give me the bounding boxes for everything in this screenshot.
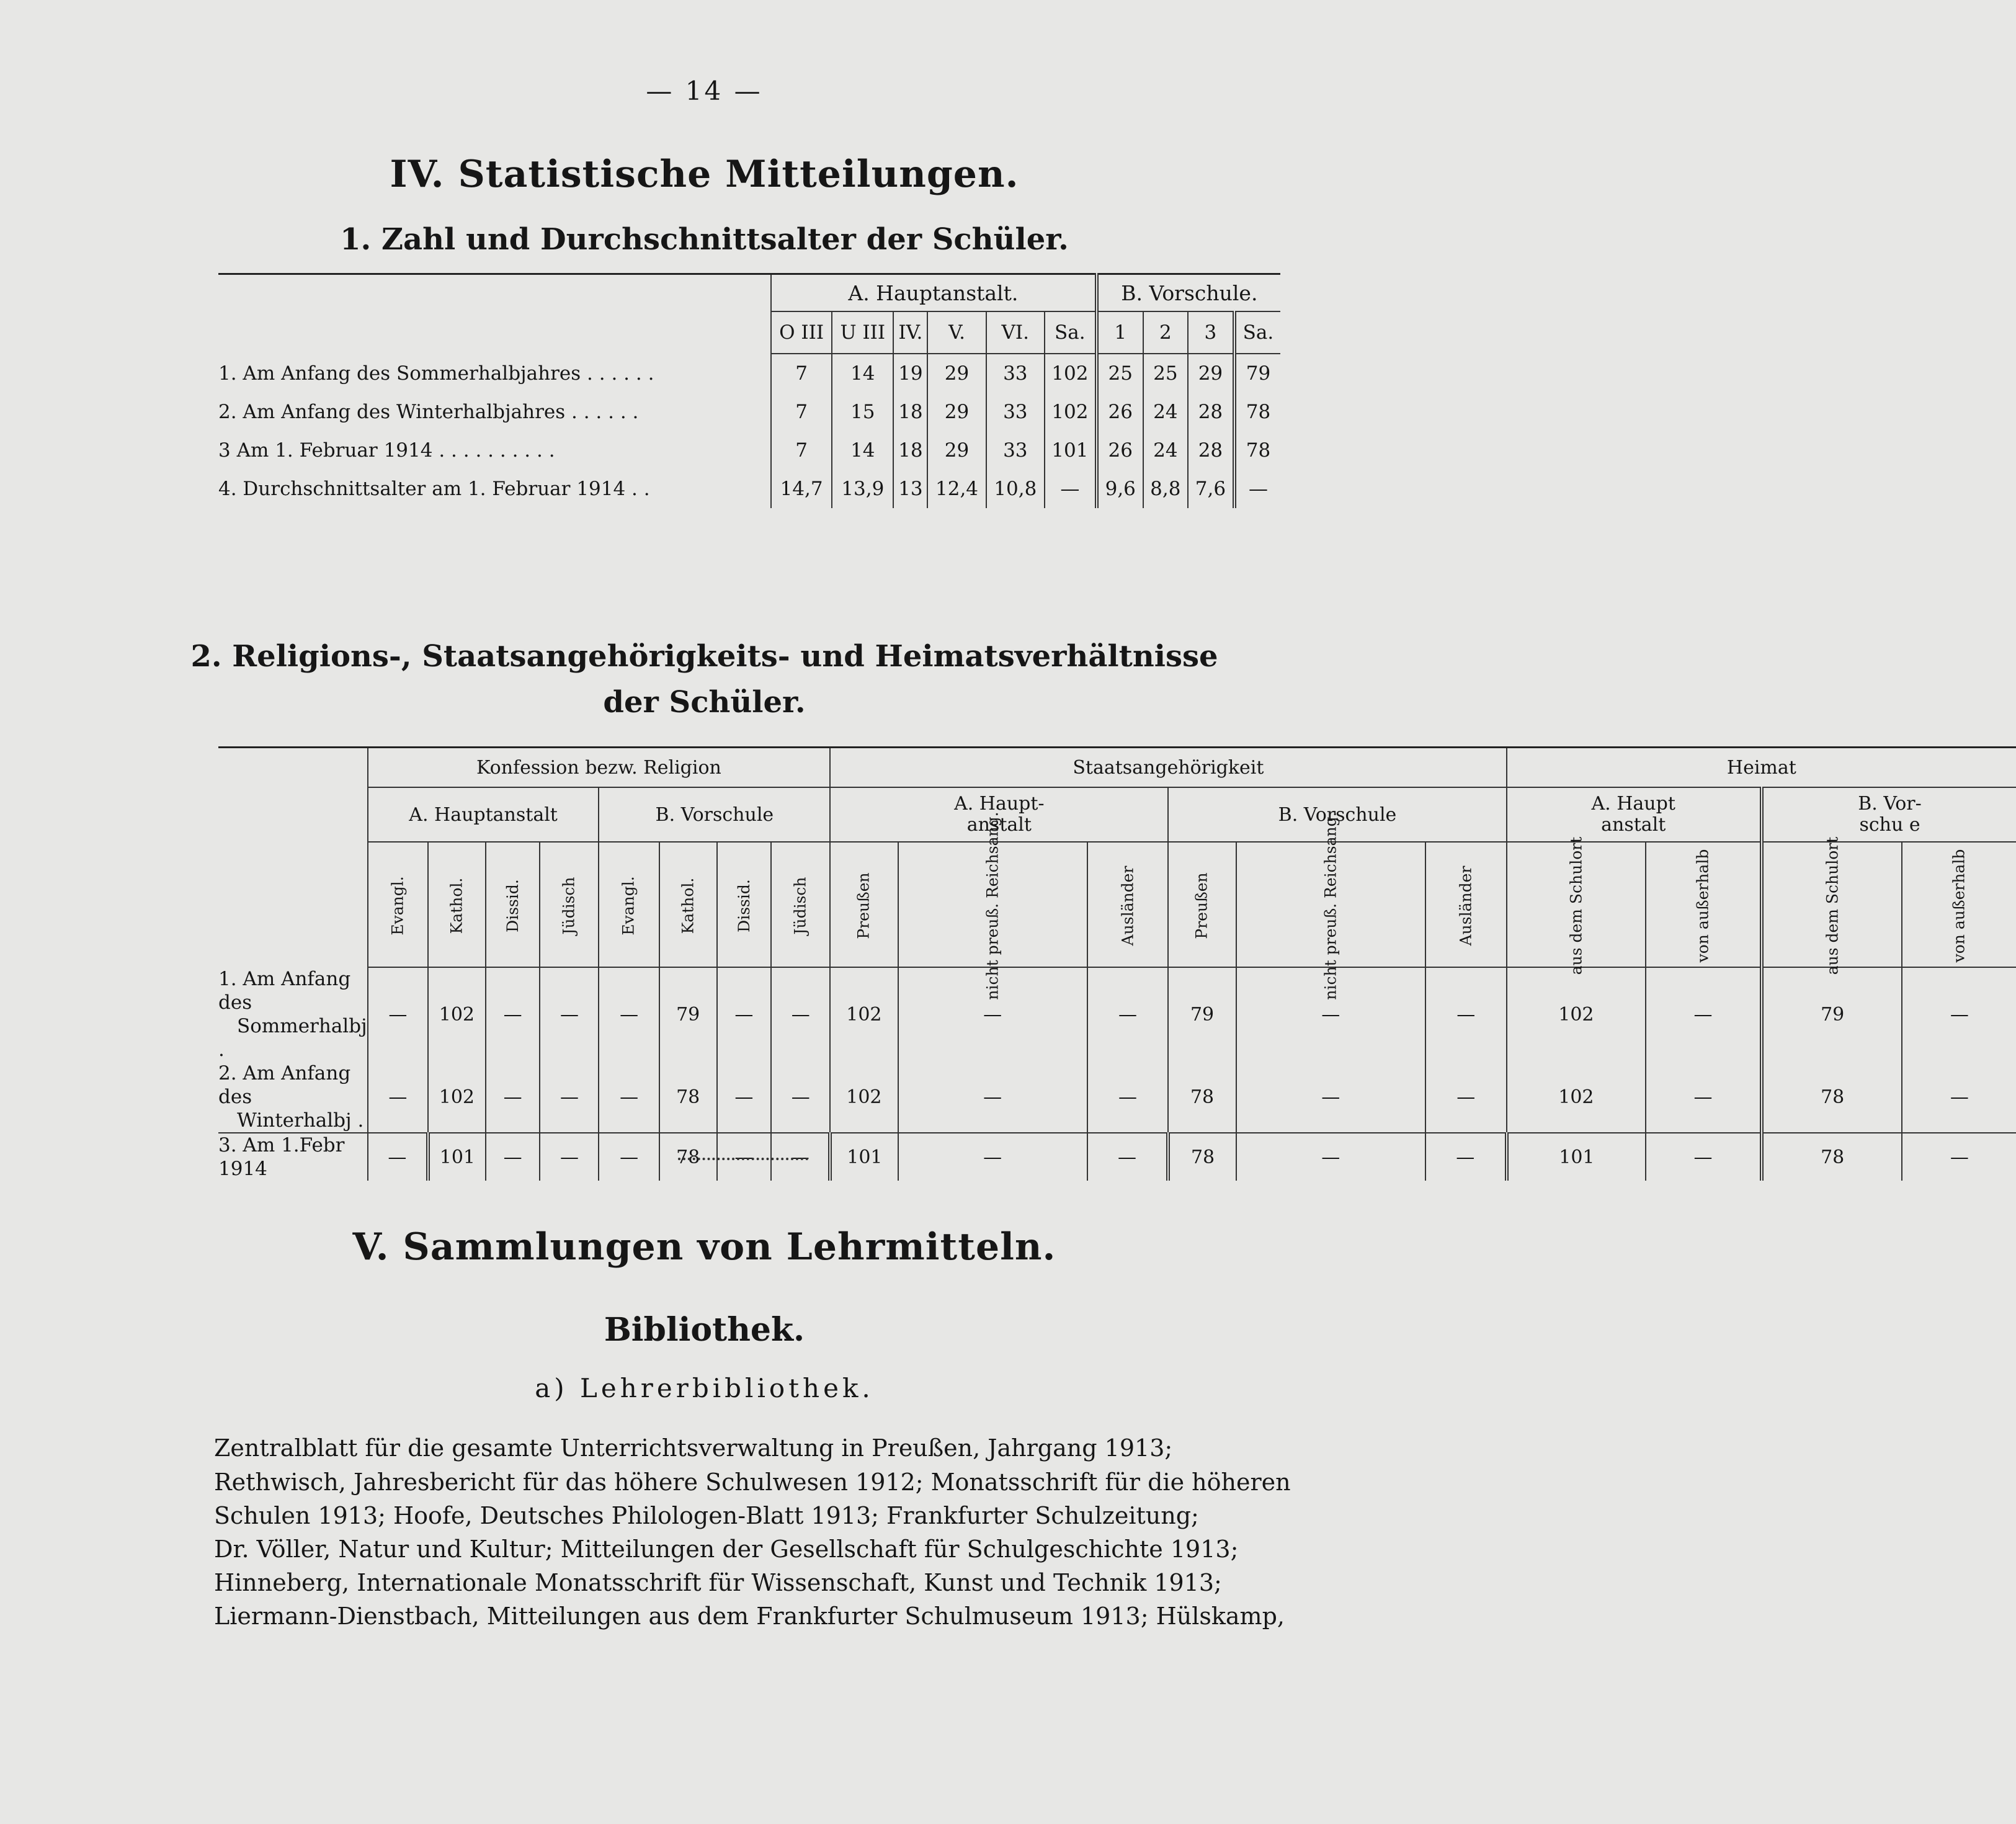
cell: —: [540, 1062, 599, 1133]
lehrerbibliothek-title: a) Lehrerbibliothek.: [535, 1373, 874, 1403]
dotted-separator: [678, 1158, 808, 1160]
heimat-b-header-line1: B. Vor-: [1858, 793, 1922, 815]
staat-a-header-line1: A. Haupt-: [954, 793, 1045, 815]
cell: 102: [1507, 1062, 1646, 1133]
row-label: 3 Am 1. Februar 1914 . . . . . . . . . .: [218, 439, 555, 462]
cell: 8,8: [1143, 470, 1188, 508]
cell: 79: [659, 967, 717, 1062]
cell: 19: [893, 354, 927, 393]
cell: —: [1087, 1062, 1169, 1133]
cell: —: [898, 1062, 1087, 1133]
body-line: Liermann-Dienstbach, Mitteilungen aus dem Frankfurter Schulmuseum 1913; Hülskamp,: [214, 1603, 1285, 1630]
group-a-header: A. Hauptanstalt.: [771, 274, 1097, 312]
cell: 9,6: [1097, 470, 1143, 508]
cell: —: [898, 967, 1087, 1062]
cell: 7,6: [1188, 470, 1234, 508]
cell: 12,4: [927, 470, 986, 508]
col-header: Dissid.: [717, 842, 772, 967]
cell: —: [540, 967, 599, 1062]
table-row: [218, 470, 1280, 508]
col-header: IV.: [893, 311, 927, 354]
cell: 102: [428, 967, 486, 1062]
cell: —: [717, 1133, 772, 1181]
col-header: Jüdisch: [540, 842, 599, 967]
cell: —: [1425, 1133, 1507, 1181]
col-header: Evangl.: [599, 842, 659, 967]
cell: —: [771, 1062, 830, 1133]
cell: 78: [659, 1062, 717, 1133]
body-line: Hinneberg, Internationale Monatsschrift für Wissenschaft, Kunst und Technik 1913;: [214, 1569, 1222, 1596]
row-label: 1. Am Anfang des Sommerhalbjahres . . . . . .: [218, 362, 654, 385]
staat-b-header: B. Vorschule: [1168, 787, 1506, 842]
cell: 101: [1507, 1133, 1646, 1181]
cell: —: [771, 967, 830, 1062]
cell: —: [1902, 1062, 2016, 1133]
cell: 28: [1188, 393, 1234, 431]
table-row: [218, 354, 1280, 393]
col-header: von außerhalb: [1902, 842, 2016, 967]
col-header: Ausländer: [1087, 842, 1169, 967]
cell: 78: [1168, 1062, 1236, 1133]
cell: —: [898, 1133, 1087, 1181]
body-line: Zentralblatt für die gesamte Unterrichtsverwaltung in Preußen, Jahrgang 1913;: [214, 1434, 1173, 1462]
cell: 102: [830, 1062, 898, 1133]
cell: —: [1045, 470, 1097, 508]
col-header: Evangl.: [368, 842, 428, 967]
cell: —: [1646, 1133, 1762, 1181]
konf-a-header: A. Hauptanstalt: [368, 787, 599, 842]
row-label: 2. Am Anfang des Winterhalbjahres . . . . . .: [218, 401, 639, 423]
cell: —: [1902, 967, 2016, 1062]
col-header: U III: [832, 311, 893, 354]
cell: 25: [1143, 354, 1188, 393]
row-label: 3. Am 1.Febr 1914: [218, 1134, 345, 1180]
cell: 13,9: [832, 470, 893, 508]
cell: —: [717, 1062, 772, 1133]
col-header: von außerhalb: [1646, 842, 1762, 967]
cell: 102: [830, 967, 898, 1062]
cell: 7: [771, 354, 832, 393]
col-header: Jüdisch: [771, 842, 830, 967]
cell: 26: [1097, 393, 1143, 431]
heimat-b-header: [1762, 787, 2016, 842]
cell: —: [1087, 1133, 1169, 1181]
col-header: 3: [1188, 311, 1234, 354]
cell: —: [368, 967, 428, 1062]
col-header: Preußen: [830, 842, 898, 967]
cell: —: [486, 967, 540, 1062]
table-row: [218, 1062, 2016, 1133]
cell: —: [599, 1133, 659, 1181]
cell: —: [1236, 1062, 1425, 1133]
cell: 14: [832, 354, 893, 393]
cell: 101: [830, 1133, 898, 1181]
cell: —: [1236, 1133, 1425, 1181]
cell: 79: [1762, 967, 1902, 1062]
cell: 79: [1168, 967, 1236, 1062]
cell: 18: [893, 393, 927, 431]
cell: 78: [1168, 1133, 1236, 1181]
heimat-a-header-line2: anstalt: [1601, 814, 1666, 836]
col-header: Dissid.: [486, 842, 540, 967]
cell: 78: [1234, 431, 1280, 470]
cell: 78: [659, 1133, 717, 1181]
col-header: Sa.: [1234, 311, 1280, 354]
col-header: nicht preuß. Reichsang.: [1236, 842, 1425, 967]
cell: 29: [1188, 354, 1234, 393]
cell: —: [1234, 470, 1280, 508]
religion-citizenship-table: [218, 746, 2016, 1181]
cell: 15: [832, 393, 893, 431]
col-header: aus dem Schulort: [1507, 842, 1646, 967]
cell: 7: [771, 393, 832, 431]
col-header: Ausländer: [1425, 842, 1507, 967]
cell: —: [717, 967, 772, 1062]
cell: —: [1236, 967, 1425, 1062]
row-label: 4. Durchschnittsalter am 1. Februar 1914 . .: [218, 478, 650, 500]
cell: 102: [1507, 967, 1646, 1062]
body-line: Schulen 1913; Hoofe, Deutsches Philologen-Blatt 1913; Frankfurter Schulzeitung;: [214, 1502, 1199, 1529]
cell: 7: [771, 431, 832, 470]
col-header: Sa.: [1045, 311, 1097, 354]
cell: —: [1425, 967, 1507, 1062]
group-b-header: B. Vorschule.: [1097, 274, 1280, 312]
page-number: — 14 —: [646, 76, 763, 106]
cell: —: [368, 1062, 428, 1133]
cell: 14,7: [771, 470, 832, 508]
cell: 101: [1045, 431, 1097, 470]
staat-header: Staatsangehörigkeit: [830, 748, 1506, 788]
cell: —: [599, 1062, 659, 1133]
row-label: 1. Am Anfang des Sommerhalbj .: [218, 968, 367, 1061]
cell: —: [771, 1133, 830, 1181]
students-count-table: [218, 273, 1280, 508]
cell: 29: [927, 354, 986, 393]
cell: —: [368, 1133, 428, 1181]
table-row: [218, 967, 2016, 1062]
col-header: 1: [1097, 311, 1143, 354]
cell: —: [1646, 967, 1762, 1062]
heimat-header: Heimat: [1507, 748, 2016, 788]
body-line: Rethwisch, Jahresbericht für das höhere Schulwesen 1912; Monatsschrift für die höheren: [214, 1469, 1291, 1496]
cell: 102: [1045, 354, 1097, 393]
section-v-title: V. Sammlungen von Lehrmitteln.: [352, 1225, 1056, 1269]
cell: 14: [832, 431, 893, 470]
cell: 101: [428, 1133, 486, 1181]
cell: 24: [1143, 431, 1188, 470]
konf-b-header: B. Vorschule: [599, 787, 830, 842]
col-header: Kathol.: [428, 842, 486, 967]
col-header: 2: [1143, 311, 1188, 354]
col-header: Kathol.: [659, 842, 717, 967]
konfession-header: Konfession bezw. Religion: [368, 748, 831, 788]
subsection-1-title: 1. Zahl und Durchschnittsalter der Schüler.: [340, 222, 1069, 257]
cell: 78: [1762, 1133, 1902, 1181]
cell: —: [1087, 967, 1169, 1062]
cell: 10,8: [986, 470, 1045, 508]
heimat-b-header-line2: schu e: [1859, 814, 1920, 836]
cell: —: [1425, 1062, 1507, 1133]
bibliothek-title: Bibliothek.: [604, 1311, 805, 1349]
cell: —: [540, 1133, 599, 1181]
cell: 29: [927, 431, 986, 470]
cell: —: [486, 1062, 540, 1133]
cell: 33: [986, 393, 1045, 431]
staat-a-header-line2: anstalt: [966, 814, 1032, 836]
cell: —: [599, 967, 659, 1062]
cell: 26: [1097, 431, 1143, 470]
col-header: aus dem Schulort: [1762, 842, 1902, 967]
table-row: [218, 1133, 2016, 1181]
cell: —: [486, 1133, 540, 1181]
subsection-2-title-line2: der Schüler.: [603, 685, 806, 720]
cell: 79: [1234, 354, 1280, 393]
cell: 28: [1188, 431, 1234, 470]
col-header: VI.: [986, 311, 1045, 354]
col-header: O III: [771, 311, 832, 354]
cell: 29: [927, 393, 986, 431]
col-header: Preußen: [1168, 842, 1236, 967]
heimat-a-header-line1: A. Haupt: [1591, 793, 1675, 815]
table-row: [218, 431, 1280, 470]
body-line: Dr. Völler, Natur und Kultur; Mitteilungen der Gesellschaft für Schulgeschichte 1913;: [214, 1536, 1239, 1563]
cell: 18: [893, 431, 927, 470]
cell: 33: [986, 431, 1045, 470]
cell: 78: [1762, 1062, 1902, 1133]
cell: 78: [1234, 393, 1280, 431]
cell: 25: [1097, 354, 1143, 393]
col-header: V.: [927, 311, 986, 354]
cell: 102: [428, 1062, 486, 1133]
table-row: [218, 393, 1280, 431]
cell: —: [1902, 1133, 2016, 1181]
cell: —: [1646, 1062, 1762, 1133]
heimat-a-header: [1507, 787, 1762, 842]
cell: 13: [893, 470, 927, 508]
section-iv-title: IV. Statistische Mitteilungen.: [390, 153, 1019, 196]
col-header: nicht preuß. Reichsang.: [898, 842, 1087, 967]
cell: 24: [1143, 393, 1188, 431]
subsection-2-title-line1: 2. Religions-, Staatsangehörigkeits- und Heimatsverhältnisse: [190, 639, 1218, 674]
row-label: 2. Am Anfang des Winterhalbj .: [218, 1062, 364, 1132]
cell: 33: [986, 354, 1045, 393]
cell: 102: [1045, 393, 1097, 431]
